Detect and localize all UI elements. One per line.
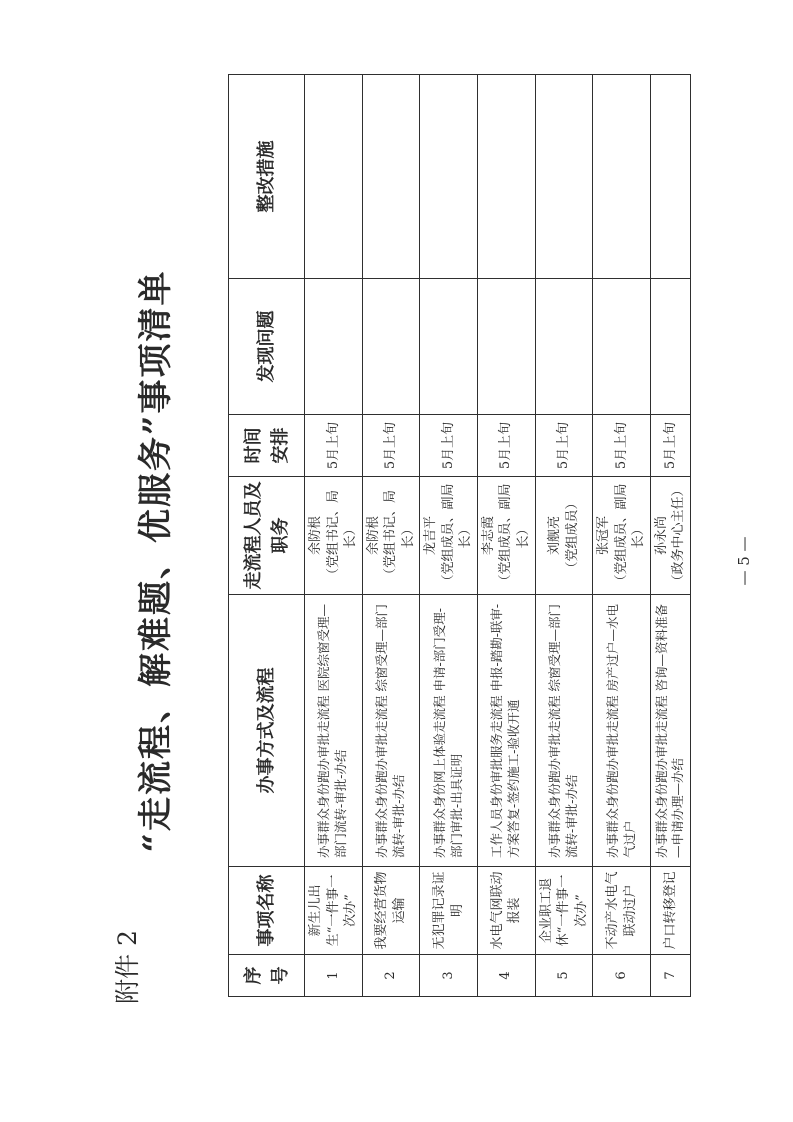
- cell-measure: [477, 75, 535, 279]
- cell-problem: [535, 279, 593, 415]
- cell-seq: 4: [477, 955, 535, 997]
- cell-process: 办事群众身份跑办审批走流程 咨询—资料准备—申请办理—办结: [650, 595, 690, 867]
- cell-process: 办事群众身份跑办审批走流程 医院综窗受理—部门流转-审批-办结: [305, 595, 363, 867]
- cell-process: 工作人员身份审批服务走流程 申报-踏勘-联审-方案答复-签约施工-验收开通: [477, 595, 535, 867]
- cell-time: 5月上旬: [420, 415, 478, 477]
- cell-process: 办事群众身份跑办审批走流程 综窗受理—部门流转-审批-办结: [535, 595, 593, 867]
- cell-seq: 7: [650, 955, 690, 997]
- cell-person: [593, 477, 651, 595]
- cell-problem: [420, 279, 478, 415]
- cell-time: 5月上旬: [593, 415, 651, 477]
- cell-item: 新生儿出生“一件事一次办”: [305, 867, 363, 955]
- cell-item: 我要经营货物运输: [362, 867, 420, 955]
- table-row: [650, 75, 690, 997]
- annex-label: 附件 2: [113, 930, 142, 1004]
- person-role: （政务中心主任）: [671, 483, 687, 588]
- person-role: （党组书记、局长）: [383, 490, 416, 582]
- table-row: [362, 75, 420, 997]
- cell-person: [535, 477, 593, 595]
- cell-time: 5月上旬: [305, 415, 363, 477]
- document-title: “走流程、解难题、优服务”事项清单: [136, 269, 176, 853]
- header-measure: 整改措施: [229, 75, 305, 279]
- table-row: [477, 75, 535, 997]
- table-header-row: [229, 75, 305, 997]
- header-process: 办事方式及流程: [229, 595, 305, 867]
- cell-seq: 5: [535, 955, 593, 997]
- cell-person: [420, 477, 478, 595]
- table-row: [420, 75, 478, 997]
- cell-process: 办事群众身份跑办审批走流程 房产过户—水电气过户: [593, 595, 651, 867]
- cell-measure: [420, 75, 478, 279]
- cell-measure: [305, 75, 363, 279]
- header-person: 走流程人员及职务: [229, 477, 305, 595]
- cell-item: 企业职工退休“一件事一次办”: [535, 867, 593, 955]
- person-name: 余防根: [365, 516, 381, 556]
- cell-problem: [650, 279, 690, 415]
- table-row: [305, 75, 363, 997]
- cell-item: 不动产水电气联动过户: [593, 867, 651, 955]
- header-time: 时间安排: [229, 415, 305, 477]
- person-role: （党组成员、副局长）: [613, 483, 647, 588]
- person-name: 孙永尚: [653, 516, 669, 556]
- cell-time: 5月上旬: [477, 415, 535, 477]
- cell-seq: 6: [593, 955, 651, 997]
- header-item: 事项名称: [229, 867, 305, 955]
- cell-process: 办事群众身份跑办审批走流程 综窗受理—部门流转-审批-办结: [362, 595, 420, 867]
- person-name: 李志霞: [480, 516, 496, 556]
- cell-seq: 2: [362, 955, 420, 997]
- person-name: 余防根: [308, 516, 323, 556]
- header-seq: 序号: [229, 955, 305, 997]
- person-name: 刘舰亮: [547, 516, 563, 556]
- header-problem: 发现问题: [229, 279, 305, 415]
- cell-person: [650, 477, 690, 595]
- cell-process: 办事群众身份网上体验走流程 申请-部门受理-部门审批-出具证明: [420, 595, 478, 867]
- cell-seq: 3: [420, 955, 478, 997]
- cell-measure: [362, 75, 420, 279]
- cell-problem: [362, 279, 420, 415]
- page-number: — 5 —: [735, 536, 753, 586]
- cell-problem: [593, 279, 651, 415]
- cell-item: 无犯罪记录证明: [420, 867, 478, 955]
- cell-person: [305, 477, 363, 595]
- cell-item: 户口转移登记: [650, 867, 690, 955]
- person-name: 张冠军: [596, 516, 612, 556]
- cell-item: 水电气网联动报装: [477, 867, 535, 955]
- person-role: （党组成员、副局长）: [498, 483, 532, 588]
- person-role: （党组成员、副局长）: [440, 483, 474, 588]
- cell-time: 5月上旬: [362, 415, 420, 477]
- person-role: （党组成员）: [564, 496, 580, 575]
- cell-seq: 1: [305, 955, 363, 997]
- cell-measure: [535, 75, 593, 279]
- cell-measure: [650, 75, 690, 279]
- cell-person: [362, 477, 420, 595]
- cell-time: 5月上旬: [535, 415, 593, 477]
- table-row: [535, 75, 593, 997]
- cell-measure: [593, 75, 651, 279]
- cell-problem: [477, 279, 535, 415]
- cell-person: [477, 477, 535, 595]
- person-role: （党组书记、局长）: [325, 490, 359, 582]
- cell-problem: [305, 279, 363, 415]
- person-name: 龙吉平: [423, 516, 439, 556]
- cell-time: 5月上旬: [650, 415, 690, 477]
- table-row: [593, 75, 651, 997]
- item-list-table: [228, 74, 691, 997]
